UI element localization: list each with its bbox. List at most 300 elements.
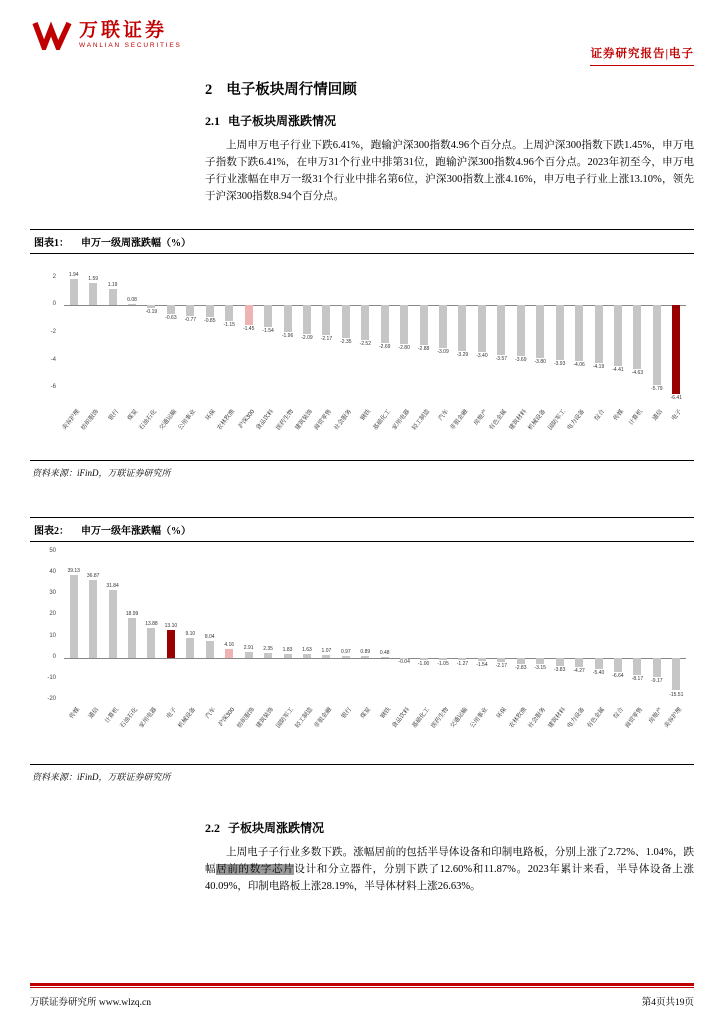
- y-tick-label: -20: [47, 696, 56, 702]
- bar-建筑材料: [517, 305, 525, 356]
- bar-石油石化: [128, 618, 136, 658]
- category-label: 机械设备: [177, 706, 198, 730]
- value-label: -2.35: [340, 338, 352, 345]
- value-label: -3.40: [476, 353, 488, 360]
- bar-银行: [342, 656, 350, 658]
- bar-slot: [527, 552, 550, 762]
- value-label: 2.91: [243, 644, 254, 651]
- value-label: -1.54: [262, 327, 274, 334]
- category-label: 基础化工: [411, 706, 431, 730]
- y-tick-label: -4: [50, 356, 56, 363]
- value-label: -0.85: [204, 318, 216, 325]
- bar-slot: [450, 264, 472, 458]
- bar-电子: [167, 630, 175, 658]
- bar-slot: [667, 264, 686, 458]
- bar-slot: [566, 552, 588, 762]
- bar-slot: [663, 552, 686, 762]
- bar-slot: [139, 552, 161, 762]
- figure-2-label: 图表2：: [34, 526, 69, 537]
- value-label: -5.40: [592, 670, 605, 677]
- category-label: 石油石化: [139, 408, 159, 432]
- bar-纺织服饰: [89, 283, 97, 305]
- bar-家用电器: [400, 305, 408, 344]
- bar-电力设备: [575, 305, 583, 361]
- figure-1-header: [30, 230, 694, 254]
- value-label: -3.29: [456, 351, 469, 358]
- category-label: 公用事业: [177, 408, 198, 432]
- bar-slot: [236, 552, 258, 762]
- category-label: 建筑装饰: [255, 706, 276, 730]
- bar-slot: [624, 552, 647, 762]
- bar-医药生物: [439, 658, 447, 660]
- value-label: 13.88: [145, 621, 158, 628]
- category-label: 商贸零售: [624, 706, 645, 730]
- value-label: -0.77: [184, 317, 197, 324]
- bar-环保: [206, 305, 214, 317]
- value-label: -6.64: [612, 672, 624, 679]
- bar-钢铁: [381, 657, 389, 658]
- category-label: 机械设备: [527, 408, 548, 432]
- bar-钢铁: [361, 305, 369, 340]
- value-label: -3.09: [437, 349, 449, 356]
- value-label: -2.52: [359, 341, 371, 348]
- bar-环保: [497, 658, 505, 663]
- value-label: 39.13: [67, 567, 80, 574]
- bar-slot: [356, 552, 375, 762]
- bar-传媒: [70, 575, 78, 658]
- bar-slot: [200, 552, 219, 762]
- bar-电子: [672, 305, 680, 393]
- category-label: 钢铁: [379, 706, 392, 721]
- figure-2-title: 申万一级年涨跌幅（%）: [81, 526, 191, 537]
- category-label: 电力设备: [566, 706, 587, 730]
- section-heading-2-1: [205, 112, 694, 129]
- value-label: -9.17: [651, 678, 663, 685]
- value-label: -1.05: [437, 660, 449, 667]
- bar-综合: [614, 658, 622, 672]
- page-footer: [30, 983, 694, 1008]
- bar-slot: [450, 552, 472, 762]
- bar-slot: [255, 552, 277, 762]
- category-label: 公用事业: [469, 706, 489, 730]
- bar-slot: [177, 264, 200, 458]
- bar-slot: [433, 264, 452, 458]
- bar-slot: [294, 552, 316, 762]
- paragraph-text: 上周电子子行业多数下跌。涨幅居前的包括半导体设备和印制电路板，分别上涨了2.72%、1.04%，跌幅: [205, 847, 694, 875]
- bar-交通运输: [458, 658, 466, 661]
- value-label: -3.15: [534, 665, 546, 672]
- bar-建筑装饰: [303, 305, 311, 334]
- category-label: 纺织服饰: [236, 706, 256, 730]
- bar-纺织服饰: [245, 652, 253, 658]
- category-label: 传媒: [68, 706, 81, 721]
- subsection-title: 电子板块周涨跌情况: [228, 114, 337, 128]
- bar-通信: [89, 580, 97, 658]
- value-label: -2.83: [515, 664, 527, 671]
- bar-slot: [336, 552, 355, 762]
- category-label: 国防军工: [275, 706, 295, 730]
- category-label: 传媒: [612, 408, 626, 423]
- bar-slot: [220, 552, 239, 762]
- value-label: 2.35: [263, 645, 273, 652]
- bar-slot: [547, 264, 569, 458]
- logo-name-cn: 万联证券: [79, 19, 168, 41]
- bar-家用电器: [147, 628, 155, 657]
- category-label: 建筑材料: [508, 408, 528, 432]
- value-label: -3.69: [515, 357, 527, 364]
- value-label: -15.51: [669, 691, 684, 698]
- bar-slot: [313, 264, 336, 458]
- report-type-divider: |: [665, 48, 669, 60]
- figure-1-chart: [30, 254, 694, 461]
- value-label: 1.07: [321, 648, 332, 655]
- header-right: [590, 44, 694, 62]
- page-content: [0, 78, 724, 895]
- category-label: 电子: [165, 706, 178, 721]
- value-label: -5.79: [651, 386, 663, 393]
- figure-1-title: 申万一级周涨跌幅（%）: [81, 238, 191, 249]
- bar-slot: [333, 264, 355, 458]
- bar-公用事业: [186, 305, 194, 316]
- y-tick-label: -6: [50, 384, 56, 391]
- subsection-number: 2.1: [205, 114, 220, 128]
- bar-非银金融: [322, 655, 330, 657]
- y-tick-label: 50: [49, 548, 56, 554]
- bar-slot: [608, 264, 627, 458]
- category-label: 社会服务: [333, 408, 353, 432]
- category-label: 银行: [107, 408, 120, 423]
- bar-农林牧渔: [225, 305, 233, 321]
- bar-煤炭: [361, 656, 369, 658]
- bar-有色金属: [497, 305, 505, 354]
- category-label: 石油石化: [119, 706, 140, 730]
- category-label: 沪深300: [237, 408, 256, 430]
- value-label: 13.10: [164, 623, 178, 630]
- figure-2: [30, 517, 694, 783]
- bar-slot: [411, 264, 433, 458]
- bar-汽车: [206, 641, 214, 658]
- value-label: -3.80: [534, 358, 546, 365]
- y-tick-label: 30: [49, 590, 56, 597]
- bar-轻工制造: [420, 305, 428, 345]
- section-heading-2: [205, 78, 694, 99]
- bar-房地产: [653, 658, 661, 677]
- page-number: 第4页共19页: [641, 998, 694, 1008]
- bar-slot: [80, 264, 102, 458]
- value-label: 1.63: [302, 647, 312, 654]
- category-label: 计算机: [103, 706, 120, 725]
- bar-建筑材料: [556, 658, 564, 666]
- value-label: -3.83: [553, 666, 566, 673]
- section-heading-2-2: [205, 819, 694, 836]
- value-label: -4.19: [592, 364, 605, 371]
- value-label: 1.59: [88, 276, 99, 283]
- value-label: 1.19: [107, 281, 118, 288]
- bar-电力设备: [575, 658, 583, 667]
- value-label: 0.89: [360, 648, 371, 655]
- bar-slot: [139, 264, 161, 458]
- category-label: 社会服务: [527, 706, 548, 730]
- category-label: 电子: [671, 408, 684, 423]
- y-tick-label: 2: [52, 273, 56, 280]
- bar-slot: [313, 552, 336, 762]
- value-label: -1.54: [476, 661, 488, 668]
- bar-美容护理: [672, 658, 680, 691]
- report-type: 证券研究报告: [590, 48, 666, 60]
- category-label: 建筑材料: [547, 706, 567, 730]
- value-label: -1.00: [417, 660, 430, 667]
- bar-slot: [275, 264, 297, 458]
- bar-slot: [508, 552, 530, 762]
- bar-沪深300: [225, 649, 233, 658]
- value-label: 9.10: [185, 631, 196, 638]
- category-label: 交通运输: [450, 706, 470, 730]
- category-label: 钢铁: [360, 408, 373, 423]
- figure-1: [30, 229, 694, 479]
- bar-机械设备: [536, 305, 544, 357]
- category-label: 有色金属: [586, 706, 606, 730]
- report-industry: 电子: [669, 48, 694, 60]
- category-label: 食品饮料: [391, 706, 412, 730]
- category-label: 房地产: [648, 706, 664, 725]
- value-label: 1.83: [282, 646, 293, 653]
- bar-房地产: [478, 305, 486, 352]
- category-label: 计算机: [628, 408, 645, 427]
- value-label: -4.41: [612, 367, 624, 374]
- bar-slot: [430, 552, 452, 762]
- value-label: -1.45: [242, 326, 255, 333]
- bar-轻工制造: [303, 654, 311, 657]
- figure-2-header: [30, 518, 694, 542]
- category-label: 交通运输: [158, 408, 178, 432]
- bar-slot: [255, 264, 277, 458]
- bar-slot: [647, 552, 666, 762]
- bar-slot: [64, 552, 83, 762]
- y-tick-label: 0: [52, 301, 56, 308]
- bar-国防军工: [556, 305, 564, 359]
- subsection-title: 子板块周涨跌情况: [228, 821, 325, 835]
- footer-row: [30, 988, 694, 1008]
- value-label: -2.80: [398, 345, 410, 352]
- value-label: 8.04: [204, 633, 215, 640]
- bar-社会服务: [536, 658, 544, 665]
- category-label: 轻工制造: [294, 706, 315, 730]
- figure-1-source: 资料来源：iFinD，万联证券研究所: [32, 468, 171, 478]
- category-label: 环保: [204, 408, 217, 423]
- bar-slot: [492, 552, 511, 762]
- section-number: 2: [205, 82, 213, 98]
- bar-通信: [653, 305, 661, 385]
- bar-slot: [177, 552, 200, 762]
- logo-text: [79, 21, 182, 50]
- bar-slot: [589, 264, 608, 458]
- category-label: 纺织服饰: [80, 408, 101, 432]
- category-label: 农林牧渔: [508, 706, 528, 730]
- category-label: 银行: [340, 706, 353, 721]
- category-label: 医药生物: [275, 408, 295, 432]
- bar-食品饮料: [264, 305, 272, 326]
- bar-slot: [391, 552, 413, 762]
- category-label: 家用电器: [391, 408, 412, 432]
- bar-slot: [239, 264, 258, 458]
- value-label: 0.08: [127, 297, 137, 304]
- bar-slot: [566, 264, 588, 458]
- paragraph-text: 设计和分立器件，分别下跌了12.60%和11.87%。2023年累计来看，半导体设备上涨40.09%，印制电路板上涨28.19%，半导体材料上涨26.63%。: [205, 864, 695, 892]
- footer-institute: 万联证券研究所 www.wlzq.cn: [30, 998, 152, 1008]
- bar-slot: [103, 552, 122, 762]
- category-label: 综合: [593, 408, 606, 423]
- value-label: -1.27: [456, 661, 469, 668]
- value-label: 0.97: [340, 648, 351, 655]
- y-tick-label: 40: [49, 569, 56, 576]
- bar-沪深300: [245, 305, 253, 325]
- category-label: 非银金融: [313, 706, 334, 730]
- value-label: 36.87: [86, 572, 100, 579]
- value-label: -2.09: [301, 335, 313, 342]
- subsection-number: 2.2: [205, 821, 220, 835]
- bar-slot: [411, 552, 433, 762]
- bar-slot: [469, 552, 491, 762]
- bar-slot: [200, 264, 219, 458]
- bar-建筑装饰: [264, 653, 272, 658]
- bar-slot: [103, 264, 122, 458]
- value-label: 1.94: [68, 271, 79, 278]
- value-label: -2.17: [495, 663, 508, 670]
- paragraph-subsector-review: [205, 844, 694, 895]
- category-label: 家用电器: [139, 706, 159, 730]
- value-label: 31.84: [106, 583, 119, 590]
- footer-rule-thick: [30, 983, 694, 986]
- category-label: 煤炭: [126, 408, 140, 423]
- value-label: -8.17: [631, 675, 644, 682]
- bar-公用事业: [478, 658, 486, 661]
- bar-计算机: [109, 590, 117, 657]
- category-label: 美容护理: [663, 706, 684, 730]
- value-label: -0.04: [398, 658, 410, 665]
- value-label: 4.16: [224, 641, 235, 648]
- value-label: 18.99: [125, 610, 139, 617]
- category-label: 食品饮料: [255, 408, 276, 432]
- bar-slot: [158, 264, 180, 458]
- value-label: -2.17: [320, 336, 333, 343]
- page-header: [0, 0, 724, 62]
- value-label: -1.15: [223, 322, 235, 329]
- value-label: -4.06: [573, 362, 585, 369]
- bar-slot: [356, 264, 375, 458]
- bar-商贸零售: [633, 658, 641, 675]
- bar-社会服务: [342, 305, 350, 337]
- figure-2-plot: [64, 552, 686, 762]
- bar-商贸零售: [322, 305, 330, 335]
- category-label: 电力设备: [566, 408, 587, 432]
- bar-石油石化: [147, 305, 155, 308]
- bar-汽车: [439, 305, 447, 348]
- bar-slot: [294, 264, 316, 458]
- bar-交通运输: [167, 305, 175, 314]
- bar-非银金融: [458, 305, 466, 350]
- bar-有色金属: [595, 658, 603, 669]
- category-label: 农林牧渔: [216, 408, 237, 432]
- value-label: -2.69: [379, 343, 391, 350]
- value-label: -2.88: [417, 346, 430, 353]
- category-label: 汽车: [204, 706, 217, 721]
- bar-煤炭: [128, 304, 136, 305]
- bar-slot: [647, 264, 666, 458]
- y-tick-label: -2: [50, 329, 56, 335]
- value-label: -4.27: [573, 667, 585, 674]
- category-label: 基础化工: [372, 408, 392, 432]
- category-label: 通信: [88, 706, 101, 721]
- bar-slot: [119, 552, 141, 762]
- bar-农林牧渔: [517, 658, 525, 664]
- bar-slot: [275, 552, 297, 762]
- bar-slot: [391, 264, 413, 458]
- bar-slot: [547, 552, 569, 762]
- category-label: 商贸零售: [313, 408, 334, 432]
- category-label: 医药生物: [430, 706, 451, 730]
- paragraph-weekly-review: 上周申万电子行业下跌6.41%，跑输沪深300指数4.96个百分点。上周沪深300指数下跌1.45%，申万电子指数下跌6.41%，在申万31个行业中排第31位，跑输沪深300指数4.96个百分点。2023年初至今，申万电子行业涨幅在申万一级31个行业中排名第6位，沪深300指数上涨4.16%，申万电子行业上涨13.10%，领先于沪深300指数8.94个百分点。: [205, 140, 694, 202]
- bar-美容护理: [70, 279, 78, 306]
- value-label: -1.96: [281, 333, 294, 340]
- bar-基础化工: [420, 658, 428, 660]
- bar-slot: [372, 264, 394, 458]
- figure-1-plot: [61, 264, 686, 458]
- bar-slot: [628, 264, 647, 458]
- category-label: 美容护理: [61, 408, 81, 432]
- category-label: 沪深300: [218, 706, 237, 728]
- highlighted-text: 居前的数字芯片: [216, 864, 295, 875]
- bar-银行: [109, 289, 117, 305]
- bar-传媒: [614, 305, 622, 366]
- category-label: 建筑装饰: [294, 408, 315, 432]
- value-label: -6.41: [670, 394, 682, 401]
- wanlian-logo: [30, 20, 182, 50]
- category-label: 环保: [496, 706, 509, 721]
- bar-医药生物: [284, 305, 292, 332]
- bar-slot: [586, 552, 608, 762]
- bar-计算机: [633, 305, 641, 369]
- value-label: -3.93: [553, 360, 566, 367]
- bar-slot: [61, 264, 83, 458]
- logo-name-en: WANLIAN SECURITIES: [79, 41, 182, 49]
- y-tick-label: 20: [49, 611, 56, 618]
- wanlian-w-icon: [30, 20, 72, 50]
- figure-1-label: 图表1：: [34, 238, 69, 249]
- y-tick-label: 0: [52, 653, 56, 660]
- category-label: 煤炭: [360, 706, 373, 721]
- value-label: -0.63: [165, 315, 177, 322]
- bar-机械设备: [186, 638, 194, 657]
- value-label: -3.57: [495, 355, 508, 362]
- section-title: 电子板块周行情回顾: [226, 82, 357, 98]
- category-label: 轻工制造: [411, 408, 431, 432]
- bar-slot: [216, 264, 239, 458]
- y-tick-label: -10: [47, 674, 56, 681]
- category-label: 国防军工: [547, 408, 567, 432]
- category-label: 汽车: [437, 408, 451, 423]
- category-label: 有色金属: [488, 408, 509, 432]
- bar-基础化工: [381, 305, 389, 342]
- category-label: 通信: [651, 408, 664, 423]
- report-type-tag: [590, 48, 694, 66]
- bar-国防军工: [284, 654, 292, 658]
- value-label: -4.63: [631, 370, 644, 377]
- figure-2-source: 资料来源：iFinD，万联证券研究所: [32, 772, 171, 782]
- category-label: 非银金融: [450, 408, 470, 432]
- bar-slot: [608, 552, 627, 762]
- bar-综合: [595, 305, 603, 363]
- bar-slot: [375, 552, 394, 762]
